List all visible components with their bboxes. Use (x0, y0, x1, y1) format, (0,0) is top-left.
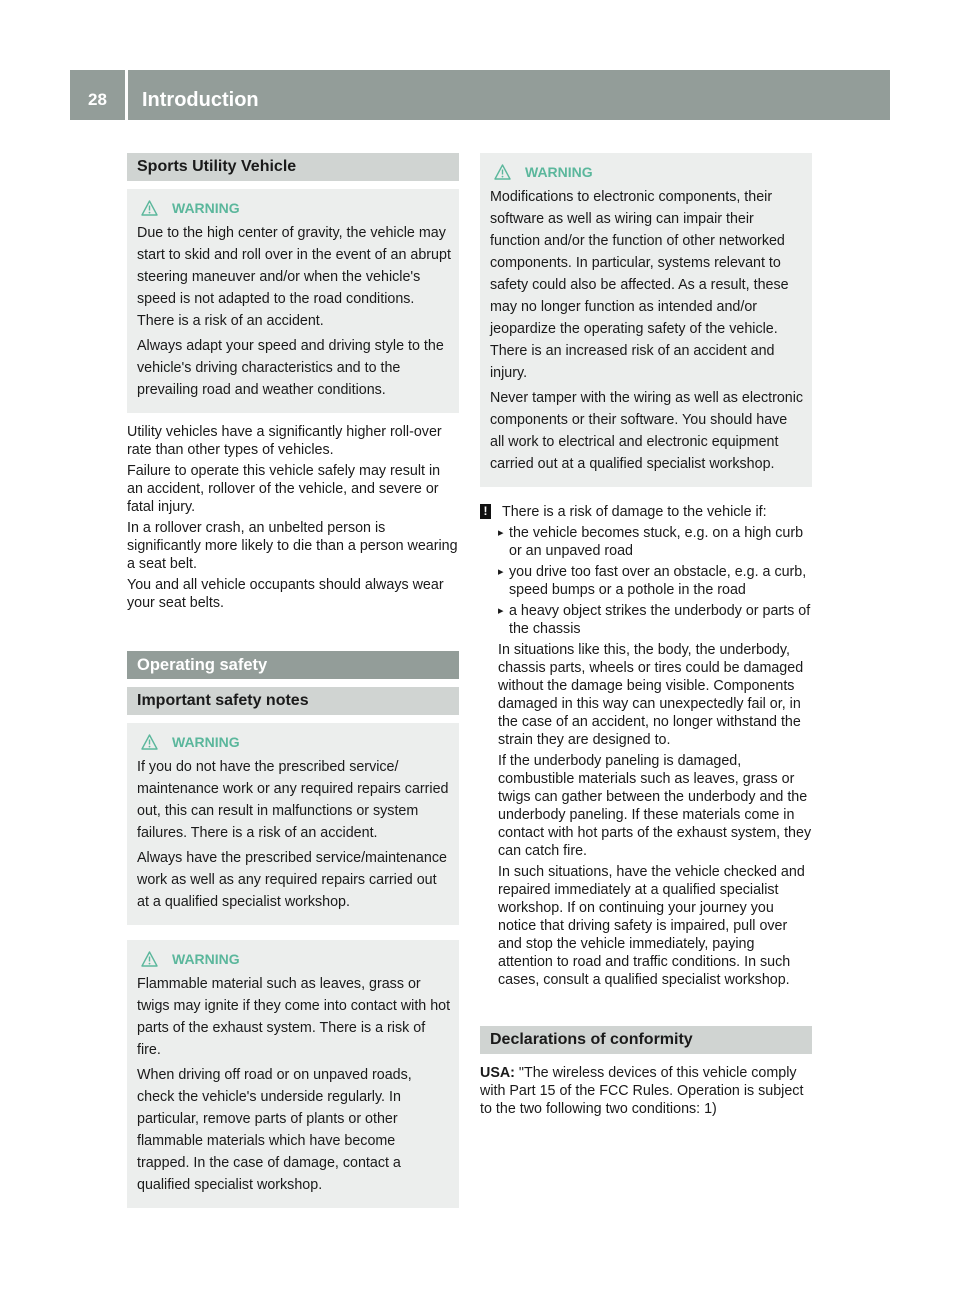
notice-paragraph: If the underbody paneling is damaged, combustible materials such as leaves, grass or twigs can gather between the underbody and the underbody paneling. If these materials come in contact with hot parts of the exhaust system, they can catch fire. (498, 753, 812, 859)
warning-text: Due to the high center of gravity, the vehicle may start to skid and roll over in the event of an abrupt steering maneuver and/or when the vehicle's speed is not adapted to the road conditions. There is a risk of an accident. (137, 225, 451, 329)
warning-text: Modifications to electronic components, their software as well as wiring can impair their function and/or the function of other networked components. In particular, systems relevant to safety could also be affected. As a result, these may no longer function as intended and/or jeopardize the operating safety of the vehicle. There is an increased risk of an accident and injury. (490, 189, 789, 381)
section-heading-declarations: Declarations of conformity (480, 1026, 812, 1054)
notice-header (480, 503, 812, 521)
warning-header (137, 730, 451, 754)
warning-header (137, 196, 451, 220)
warning-label: WARNING (172, 200, 240, 216)
notice-paragraph: In situations like this, the body, the underbody, chassis parts, wheels or tires could be damaged without the damage being visible. Components damaged in this way can unexpectedly fail or, in the case of an accident, no longer withstand the strain they are designed to. (498, 642, 804, 748)
section-heading-operating-safety: Operating safety (127, 651, 459, 679)
warning-triangle-icon (141, 734, 158, 750)
warning-label: WARNING (172, 734, 240, 750)
warning-label: WARNING (172, 951, 240, 967)
notice-block-damage (480, 503, 812, 989)
warning-box-fire (127, 940, 459, 1208)
warning-triangle-icon (141, 951, 158, 967)
left-column (127, 153, 459, 1208)
warning-box-rollover (127, 189, 459, 413)
warning-text: If you do not have the prescribed service/ maintenance work or any required repairs carried out, this can result in malfunctions or system failures. There is a risk of an accident. (137, 759, 449, 841)
warning-text: Always have the prescribed service/maintenance work as well as any required repairs carried out at a qualified specialist workshop. (137, 850, 447, 910)
warning-triangle-icon (141, 200, 158, 216)
subsection-heading-important-notes: Important safety notes (127, 687, 459, 715)
header-divider (125, 70, 128, 120)
warning-box-electronics (480, 153, 812, 487)
notice-intro: There is a risk of damage to the vehicle if: (502, 504, 767, 520)
list-item: ▸ the vehicle becomes stuck, e.g. on a high curb or an unpaved road (498, 524, 812, 560)
warning-text: Always adapt your speed and driving style to the vehicle's driving characteristics and to the prevailing road and weather conditions. (137, 338, 444, 398)
paragraph: In a rollover crash, an unbelted person is significantly more likely to die than a person wearing a seat belt. (127, 520, 458, 572)
paragraph: Utility vehicles have a significantly higher roll-over rate than other types of vehicles. (127, 424, 442, 458)
suv-body-text (127, 423, 459, 612)
right-column (480, 153, 812, 1121)
list-item: ▸ you drive too fast over an obstacle, e.g. a curb, speed bumps or a pothole in the road (498, 563, 812, 599)
warning-box-service (127, 723, 459, 925)
warning-text: Flammable material such as leaves, grass or twigs may ignite if they come into contact with hot parts of the exhaust system. There is a risk of fire. (137, 976, 451, 1058)
warning-label: WARNING (525, 164, 593, 180)
page-title: Introduction (142, 89, 259, 111)
section-heading-suv: Sports Utility Vehicle (127, 153, 459, 181)
notice-bullet-list (498, 524, 812, 638)
notice-paragraph: In such situations, have the vehicle checked and repaired immediately at a qualified specialist workshop. If on continuing your journey you notice that driving safety is impaired, pull over and stop the vehicle immediately, paying attention to road and traffic conditions. In such cases, consult a qualified specialist workshop. (498, 864, 805, 988)
warning-header (137, 947, 451, 971)
usa-label: USA: (480, 1065, 515, 1081)
warning-header (490, 160, 804, 184)
paragraph: Failure to operate this vehicle safely may result in an accident, rollover of the vehicle, and severe or fatal injury. (127, 463, 441, 515)
warning-text: Never tamper with the wiring as well as electronic components or their software. You should have all work to electrical and electronic equipment carried out at a qualified specialist workshop. (490, 390, 804, 472)
usa-text: "The wireless devices of this vehicle comply with Part 15 of the FCC Rules. Operation is subject to the two following two conditions: 1) (480, 1065, 804, 1117)
warning-text: When driving off road or on unpaved roads, check the vehicle's underside regularly. In particular, remove parts of plants or other flammable materials which have become trapped. In the case of damage, contact a qualified specialist workshop. (137, 1067, 412, 1193)
exclamation-icon: ! (480, 504, 491, 519)
warning-triangle-icon (494, 164, 511, 180)
page-number: 28 (88, 90, 107, 109)
list-item: ▸ a heavy object strikes the underbody or parts of the chassis (498, 602, 812, 638)
paragraph: You and all vehicle occupants should always wear your seat belts. (127, 577, 444, 611)
declaration-usa (480, 1064, 812, 1118)
